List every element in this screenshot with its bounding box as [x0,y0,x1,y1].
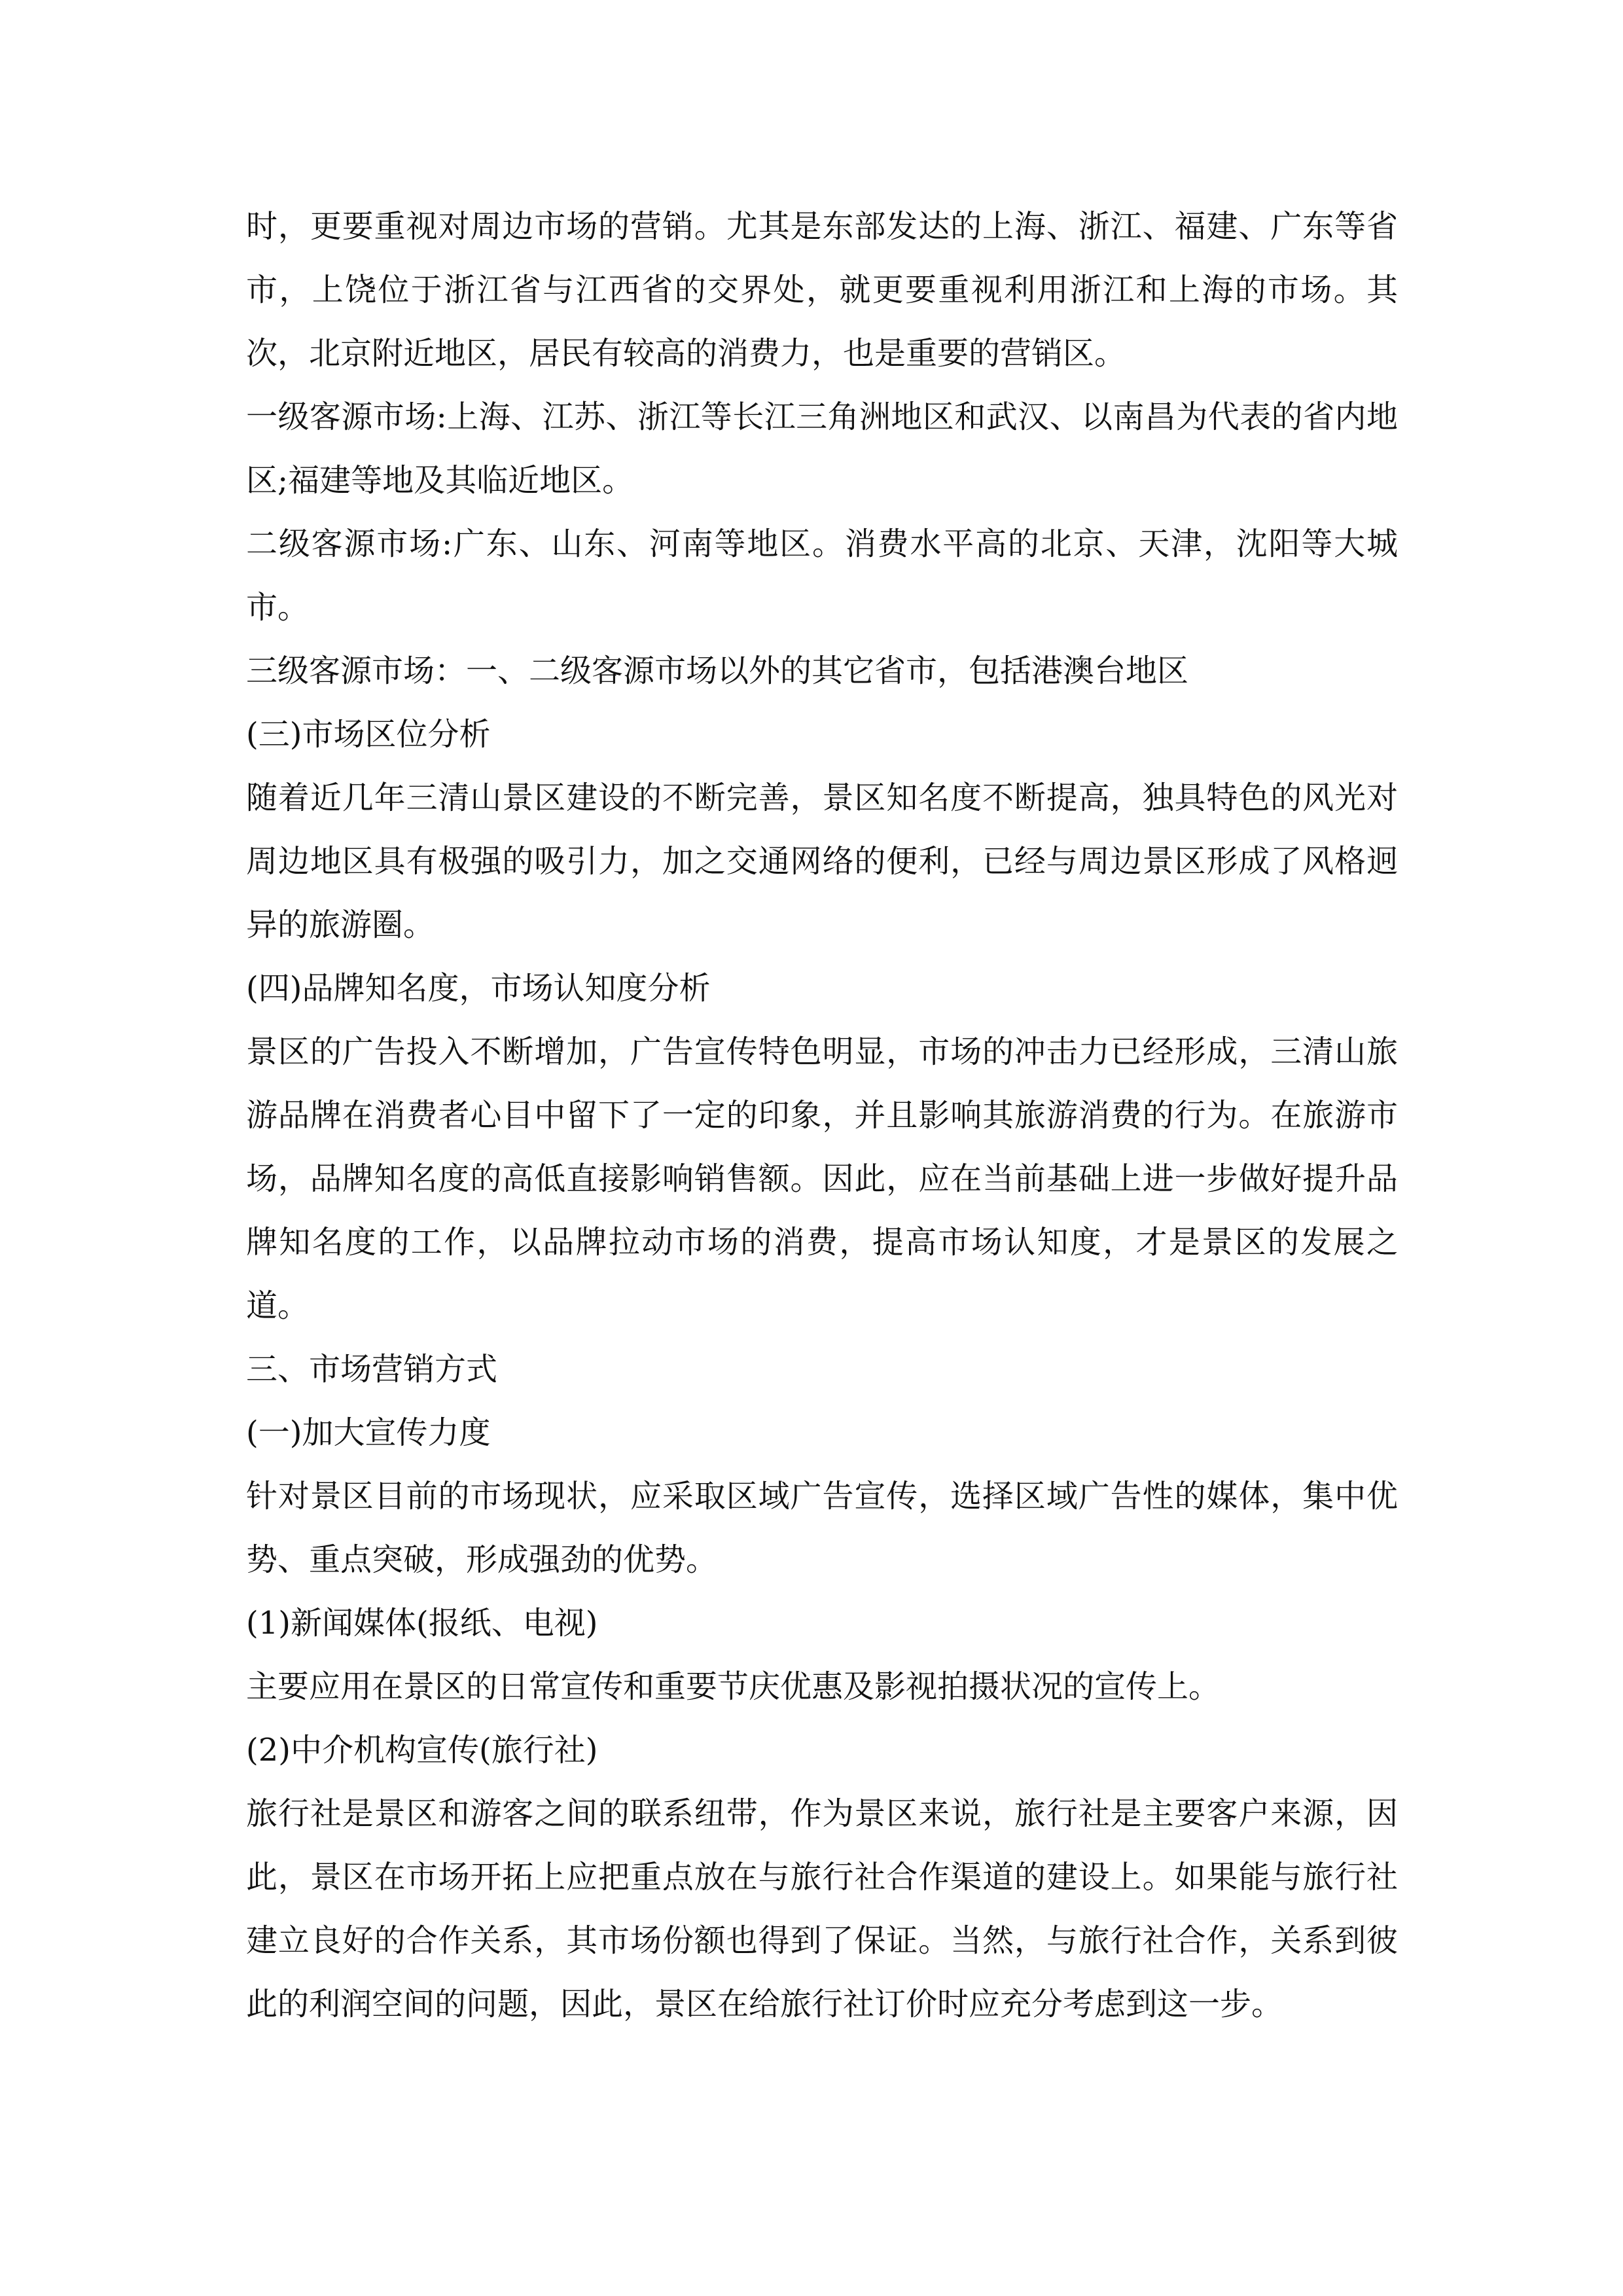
paragraph: 三级客源市场：一、二级客源市场以外的其它省市，包括港澳台地区 [246,653,1189,689]
paragraph: 针对景区目前的市场现状，应采取区域广告宣传，选择区域广告性的媒体，集中优势、重点突破，形成强劲的优势。 [246,1478,1398,1578]
section-heading: (三)市场区位分析 [246,716,491,753]
section-heading: (2)中介机构宣传(旅行社) [246,1732,598,1768]
paragraph: 二级客源市场:广东、山东、河南等地区。消费水平高的北京、天津，沈阳等大城市。 [246,526,1398,626]
paragraph: 随着近几年三清山景区建设的不断完善，景区知名度不断提高，独具特色的风光对周边地区具有极强的吸引力，加之交通网络的便利，已经与周边景区形成了风格迥异的旅游圈。 [246,780,1398,943]
section-heading: (1)新闻媒体(报纸、电视) [246,1605,598,1641]
paragraph: 旅行社是景区和游客之间的联系纽带，作为景区来说，旅行社是主要客户来源，因此，景区在市场开拓上应把重点放在与旅行社合作渠道的建设上。如果能与旅行社建立良好的合作关系，其市场份额也得到了保证。当然，与旅行社合作，关系到彼此的利润空间的问题，因此，景区在给旅行社订价时应充分考虑到这一步。 [246,1795,1398,2022]
document-page [246,195,1398,2036]
paragraph: 景区的广告投入不断增加，广告宣传特色明显，市场的冲击力已经形成，三清山旅游品牌在消费者心目中留下了一定的印象，并且影响其旅游消费的行为。在旅游市场，品牌知名度的高低直接影响销售额。因此，应在当前基础上进一步做好提升品牌知名度的工作，以品牌拉动市场的消费，提高市场认知度，才是景区的发展之道。 [246,1033,1398,1324]
paragraph: 时，更要重视对周边市场的营销。尤其是东部发达的上海、浙江、福建、广东等省市，上饶位于浙江省与江西省的交界处，就更要重视利用浙江和上海的市场。其次，北京附近地区，居民有较高的消费力，也是重要的营销区。 [246,208,1398,372]
section-heading: (一)加大宣传力度 [246,1414,491,1451]
paragraph: 主要应用在景区的日常宣传和重要节庆优惠及影视拍摄状况的宣传上。 [246,1668,1221,1705]
paragraph: 一级客源市场:上海、江苏、浙江等长江三角洲地区和武汉、以南昌为代表的省内地区;福建等地及其临近地区。 [246,399,1398,499]
section-heading: 三、市场营销方式 [246,1351,498,1388]
section-heading: (四)品牌知名度，市场认知度分析 [246,970,711,1007]
